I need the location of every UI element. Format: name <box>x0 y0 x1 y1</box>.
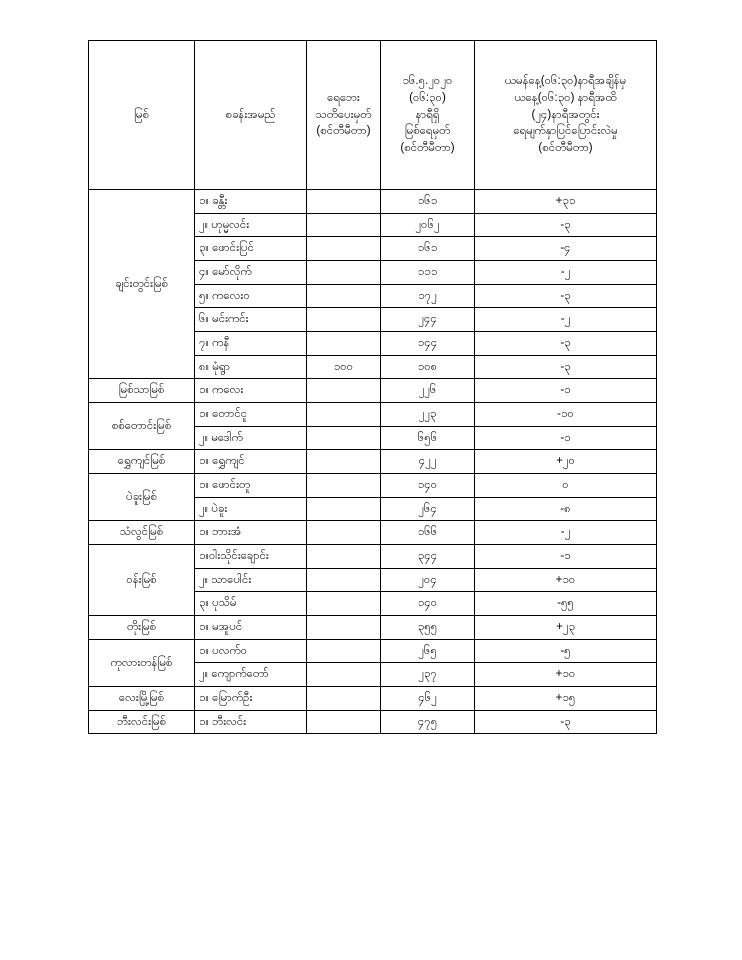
table-row <box>89 687 657 711</box>
column-header-danger-level <box>307 41 381 190</box>
danger-level-cell <box>307 545 381 569</box>
water-level-cell: ၄၇၅ <box>381 710 475 734</box>
header-line: နာရီရှိ <box>415 108 440 121</box>
water-level-cell: ၂၃၇ <box>381 663 475 687</box>
water-level-cell: ၁၄၀ <box>381 592 475 616</box>
table-row <box>89 521 657 545</box>
table-row <box>89 616 657 640</box>
river-name-cell: ချင်းတွင်းမြစ် <box>89 190 195 379</box>
river-name-cell: တိုးမြစ် <box>89 616 195 640</box>
station-name-cell: ၁။ တောင်ငူ <box>195 403 307 427</box>
column-header-change-24h <box>475 41 657 190</box>
river-name-cell: သံလွင်မြစ် <box>89 521 195 545</box>
station-name-cell: ၁။ ပလက်ဝ <box>195 639 307 663</box>
water-level-cell: ၁၁၁ <box>381 261 475 285</box>
change-24h-cell: -၃ <box>475 213 657 237</box>
change-24h-cell: +၂၃ <box>475 616 657 640</box>
danger-level-cell <box>307 332 381 356</box>
water-level-cell: ၁၆၆ <box>381 521 475 545</box>
change-24h-cell: +၁၀ <box>475 568 657 592</box>
station-name-cell: ၃။ ပုသိမ် <box>195 592 307 616</box>
water-level-cell: ၂၆၄ <box>381 497 475 521</box>
table-body <box>89 190 657 734</box>
column-header-river: မြစ် <box>89 41 195 190</box>
station-name-cell: ၁။ မြောက်ဦး <box>195 687 307 711</box>
table-row <box>89 450 657 474</box>
station-name-cell: ၁။ ခန္တီး <box>195 190 307 214</box>
change-24h-cell: -၁၀ <box>475 403 657 427</box>
column-header-water-level <box>381 41 475 190</box>
water-level-cell: ၁၀၈ <box>381 355 475 379</box>
water-level-cell: ၁၄၀ <box>381 474 475 498</box>
header-line: မြစ်ရေမှတ် <box>404 125 451 138</box>
danger-level-cell <box>307 190 381 214</box>
water-level-cell: ၂၂၆ <box>381 379 475 403</box>
table-row <box>89 190 657 214</box>
header-line: (စင်တီမီတာ) <box>316 125 371 138</box>
change-24h-cell: -၃ <box>475 284 657 308</box>
station-name-cell: ၂။ သာပေါင်း <box>195 568 307 592</box>
station-name-cell: ၅။ ကလေးဝ <box>195 284 307 308</box>
danger-level-cell <box>307 379 381 403</box>
station-name-cell: ၁။ ရွှေကျင် <box>195 450 307 474</box>
header-line: ရေဘေး <box>327 91 360 104</box>
station-name-cell: ၆။ မင်းကင်း <box>195 308 307 332</box>
station-name-cell: ၃။ ဖောင်းပြင် <box>195 237 307 261</box>
river-name-cell: မြစ်သာမြစ် <box>89 379 195 403</box>
header-line: (၀၆:၃၀) <box>409 91 446 104</box>
change-24h-cell: -၅ <box>475 639 657 663</box>
station-name-cell: ၁။ ဘားအံ <box>195 521 307 545</box>
header-line: ၁၆.၅.၂၀၂၀ <box>402 75 453 88</box>
table-row <box>89 379 657 403</box>
water-level-cell: ၄၆၂ <box>381 687 475 711</box>
danger-level-cell <box>307 474 381 498</box>
station-name-cell: ၂။ ကျောက်တော် <box>195 663 307 687</box>
change-24h-cell: -၁ <box>475 426 657 450</box>
river-water-level-table <box>88 40 657 734</box>
station-name-cell: ၈။ မုံရွာ <box>195 355 307 379</box>
danger-level-cell: ၁၀၀ <box>307 355 381 379</box>
station-name-cell: ၂။ မဒေါက် <box>195 426 307 450</box>
change-24h-cell: ၀ <box>475 474 657 498</box>
header-line: ယနေ့(၀၆:၃၀) နာရီအထိ <box>514 91 617 104</box>
header-line: သတိပေးမှတ် <box>315 108 372 121</box>
danger-level-cell <box>307 710 381 734</box>
table-header-row <box>89 41 657 190</box>
change-24h-cell: +၃၁ <box>475 190 657 214</box>
river-name-cell: ရွှေကျင်မြစ် <box>89 450 195 474</box>
danger-level-cell <box>307 663 381 687</box>
station-name-cell: ၂။ ပဲခူး <box>195 497 307 521</box>
station-name-cell: ၁။ ဘီးလင်း <box>195 710 307 734</box>
river-name-cell: ဘီးလင်းမြစ် <box>89 710 195 734</box>
water-level-cell: ၃၅၅ <box>381 616 475 640</box>
header-line: (၂၄)နာရီအတွင်း <box>531 108 600 121</box>
danger-level-cell <box>307 403 381 427</box>
station-name-cell: ၁။ ကလေး <box>195 379 307 403</box>
danger-level-cell <box>307 237 381 261</box>
station-name-cell: ၇။ ကနီ <box>195 332 307 356</box>
header-line: ယမန်နေ့(၀၆:၃၀)နာရီအချိန်မှ <box>504 75 627 88</box>
station-name-cell: ၂။ ဟုမ္မလင်း <box>195 213 307 237</box>
danger-level-cell <box>307 521 381 545</box>
table-row <box>89 710 657 734</box>
danger-level-cell <box>307 639 381 663</box>
danger-level-cell <box>307 213 381 237</box>
table-header <box>89 41 657 190</box>
danger-level-cell <box>307 284 381 308</box>
danger-level-cell <box>307 450 381 474</box>
change-24h-cell: -၃ <box>475 710 657 734</box>
river-name-cell: စစ်တောင်းမြစ် <box>89 403 195 450</box>
danger-level-cell <box>307 497 381 521</box>
change-24h-cell: +၁၅ <box>475 687 657 711</box>
water-level-cell: ၁၇၂ <box>381 284 475 308</box>
station-name-cell: ၁။ ဖောင်းတူ <box>195 474 307 498</box>
water-level-cell: ၆၅၆ <box>381 426 475 450</box>
water-level-cell: ၁၄၄ <box>381 332 475 356</box>
change-24h-cell: -၄ <box>475 237 657 261</box>
river-name-cell: ဝန်းမြစ် <box>89 545 195 616</box>
river-name-cell: ပဲခူးမြစ် <box>89 474 195 521</box>
station-name-cell: ၄။ မော်လိုက် <box>195 261 307 285</box>
column-header-station: စခန်းအမည် <box>195 41 307 190</box>
change-24h-cell: -၁ <box>475 379 657 403</box>
change-24h-cell: -၃ <box>475 332 657 356</box>
change-24h-cell: -၂ <box>475 521 657 545</box>
danger-level-cell <box>307 426 381 450</box>
water-level-cell: ၂၀၄ <box>381 568 475 592</box>
water-level-cell: ၂၂၃ <box>381 403 475 427</box>
table-row <box>89 403 657 427</box>
change-24h-cell: -၈ <box>475 497 657 521</box>
water-level-cell: ၃၄၄ <box>381 545 475 569</box>
table-row <box>89 545 657 569</box>
table-row <box>89 639 657 663</box>
change-24h-cell: -၃ <box>475 355 657 379</box>
danger-level-cell <box>307 308 381 332</box>
danger-level-cell <box>307 568 381 592</box>
change-24h-cell: +၁၀ <box>475 663 657 687</box>
table-row <box>89 474 657 498</box>
danger-level-cell <box>307 592 381 616</box>
header-line: ရေမျက်နှာပြင်ပြောင်းလဲမှု <box>513 125 618 138</box>
water-level-cell: ၂၆၅ <box>381 639 475 663</box>
change-24h-cell: -၁ <box>475 545 657 569</box>
change-24h-cell: -၂ <box>475 261 657 285</box>
danger-level-cell <box>307 687 381 711</box>
station-name-cell: ၁။ဝါးသိုင်းချောင်း <box>195 545 307 569</box>
water-level-cell: ၁၆၁ <box>381 190 475 214</box>
header-line: (စင်တီမီတာ) <box>400 142 455 154</box>
change-24h-cell: -၂ <box>475 308 657 332</box>
change-24h-cell: -၅၅ <box>475 592 657 616</box>
water-level-cell: ၂၀၆၂ <box>381 213 475 237</box>
water-level-cell: ၄၂၂ <box>381 450 475 474</box>
station-name-cell: ၁။ မအူပင် <box>195 616 307 640</box>
river-name-cell: လေးမြို့မြစ် <box>89 687 195 711</box>
danger-level-cell <box>307 261 381 285</box>
header-line: (စင်တီမီတာ) <box>538 142 593 154</box>
river-name-cell: ကုလားတန်မြစ် <box>89 639 195 686</box>
water-level-cell: ၁၆၁ <box>381 237 475 261</box>
danger-level-cell <box>307 616 381 640</box>
water-level-cell: ၂၄၄ <box>381 308 475 332</box>
change-24h-cell: +၂၀ <box>475 450 657 474</box>
